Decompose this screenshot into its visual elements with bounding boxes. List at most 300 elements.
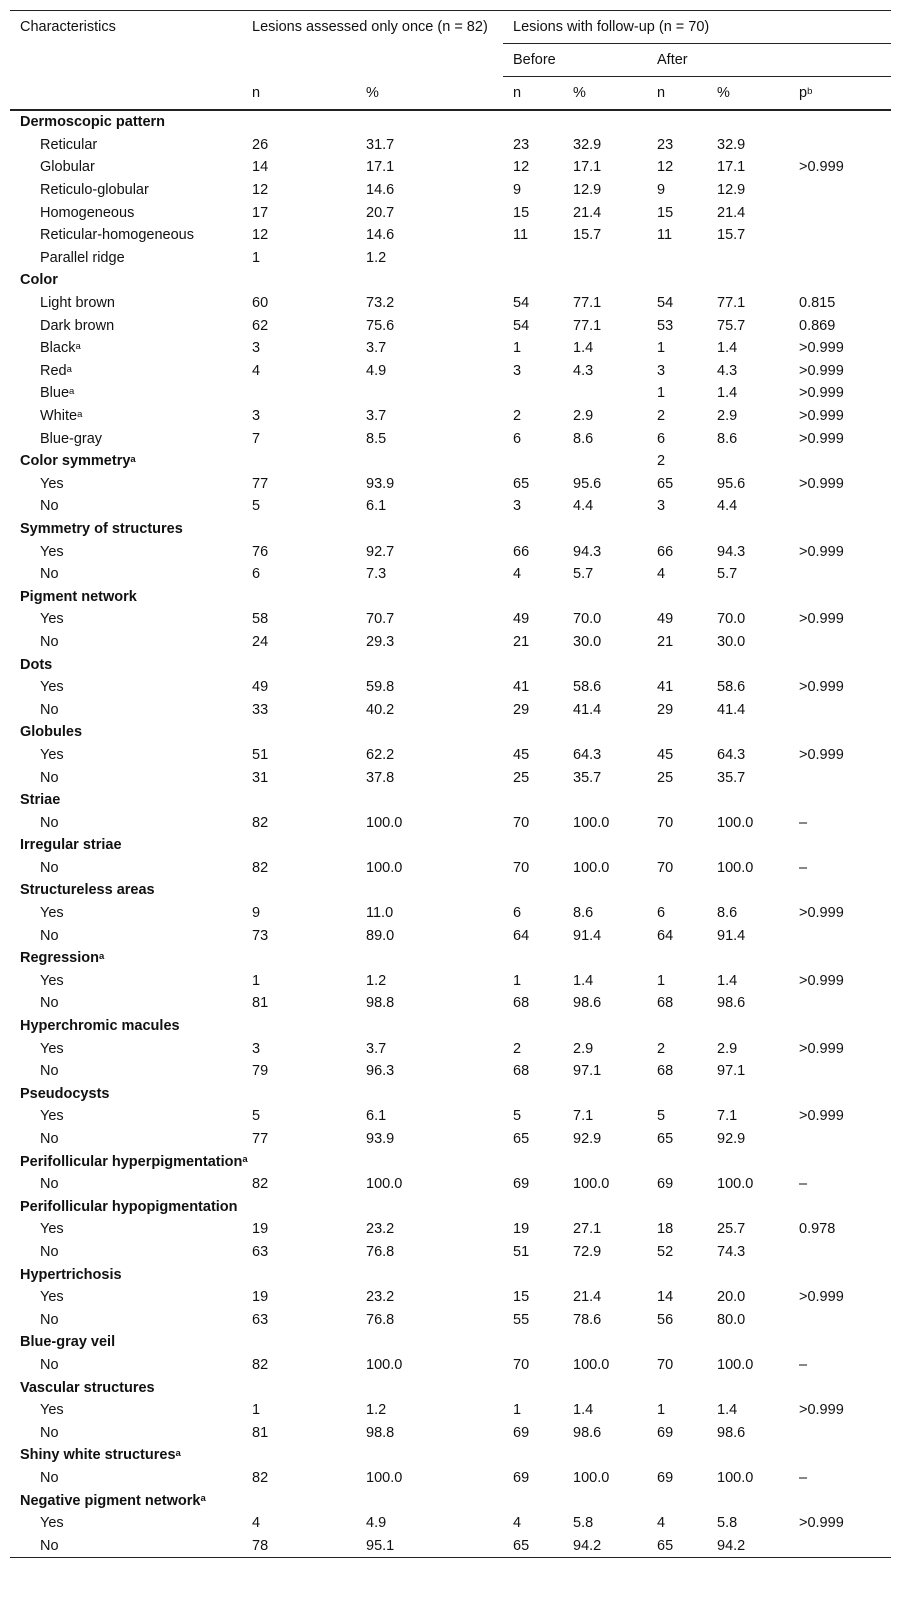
after-pct-cell [707, 1331, 789, 1354]
once-pct-cell: 62.2 [366, 746, 395, 763]
once-pct-cell: 4.9 [366, 362, 387, 379]
before-pct-cell [563, 1444, 647, 1467]
group-label-cell [10, 947, 242, 970]
row-label-cell [10, 1241, 242, 1264]
row-label-cell [10, 156, 242, 179]
table-row [10, 1173, 891, 1196]
after-n-cell [647, 1150, 707, 1173]
p-value-cell: >0.999 [799, 1402, 844, 1419]
row-label-cell [10, 405, 242, 428]
row-label-cell [10, 857, 242, 880]
before-n-cell [503, 879, 563, 902]
after-pct-cell: 94.3 [717, 543, 746, 560]
once-pct-cell: 76.8 [366, 1311, 395, 1328]
once-n-cell: 82 [252, 859, 269, 876]
once-pct-cell: 100.0 [366, 1176, 403, 1193]
table-row [10, 631, 891, 654]
group-label-cell [10, 789, 242, 812]
row-label-cell [10, 1308, 242, 1331]
once-pct-cell: 6.1 [366, 1108, 387, 1125]
after-n-cell [647, 1331, 707, 1354]
after-n-cell: 21 [657, 633, 674, 650]
after-pct-cell: 74.3 [717, 1243, 746, 1260]
table-row [10, 766, 891, 789]
before-n-cell: 15 [513, 204, 530, 221]
once-pct-cell [356, 585, 503, 608]
before-pct-cell: 1.4 [573, 340, 594, 357]
before-pct-cell: 21.4 [573, 1289, 602, 1306]
before-pct-cell: 98.6 [573, 995, 602, 1012]
row-label: No [40, 769, 59, 786]
before-n-cell: 9 [513, 182, 522, 199]
after-pct-cell [707, 1150, 789, 1173]
p-value-cell [789, 1083, 891, 1106]
after-n-cell: 15 [657, 204, 674, 221]
once-pct-cell: 29.3 [366, 633, 395, 650]
after-pct-cell: 1.4 [717, 1402, 738, 1419]
once-n-cell [242, 1331, 356, 1354]
p-value-cell: >0.999 [799, 340, 844, 357]
after-n-cell: 1 [657, 340, 666, 357]
after-pct-cell: 64.3 [717, 746, 746, 763]
footnote-marker: a [77, 408, 83, 420]
row-label-cell [10, 608, 242, 631]
once-n-cell [242, 269, 356, 292]
row-label: Striae [20, 792, 61, 809]
before-pct-cell: 100.0 [573, 1469, 610, 1486]
before-n-cell [503, 1196, 563, 1219]
row-label: Yes [40, 679, 64, 696]
row-label: Pigment network [20, 588, 137, 605]
before-n-cell: 1 [513, 972, 522, 989]
row-label-cell [10, 473, 242, 496]
after-n-cell [647, 1083, 707, 1106]
footnote-marker: a [69, 386, 75, 398]
row-label-cell [10, 224, 242, 247]
after-n-cell [647, 789, 707, 812]
row-label: Reticulo-globular [40, 182, 149, 199]
row-label-cell [10, 811, 242, 834]
row-label: Reticular-homogeneous [40, 227, 194, 244]
once-pct-cell: 14.6 [366, 182, 395, 199]
after-n-cell: 64 [657, 927, 674, 944]
before-pct-cell: 2.9 [573, 1040, 594, 1057]
once-pct-cell [356, 1331, 503, 1354]
table-row [10, 608, 891, 631]
once-pct-cell: 98.8 [366, 995, 395, 1012]
before-n-cell: 54 [513, 317, 530, 334]
after-pct-cell [707, 653, 789, 676]
row-label: Color symmetry [20, 453, 131, 470]
header-p-sup: b [807, 85, 813, 97]
row-label: Parallel ridge [40, 249, 125, 266]
dermoscopy-table [10, 10, 891, 1558]
once-pct-cell: 20.7 [366, 204, 395, 221]
once-pct-cell: 3.7 [366, 1040, 387, 1057]
row-label: Yes [40, 475, 64, 492]
group-label-cell [10, 450, 242, 473]
table-row [10, 1037, 891, 1060]
after-pct-cell: 20.0 [717, 1289, 746, 1306]
table-row [10, 1218, 891, 1241]
after-pct-cell: 75.7 [717, 317, 746, 334]
row-label-cell [10, 1037, 242, 1060]
header-n: n [503, 77, 563, 111]
before-pct-cell: 8.6 [573, 905, 594, 922]
after-pct-cell: 17.1 [717, 159, 746, 176]
table-row [10, 314, 891, 337]
row-label: Yes [40, 972, 64, 989]
once-pct-cell: 4.9 [366, 1515, 387, 1532]
after-n-cell: 29 [657, 701, 674, 718]
after-pct-cell [707, 1263, 789, 1286]
once-n-cell: 19 [252, 1289, 269, 1306]
before-n-cell [503, 1489, 563, 1512]
after-n-cell: 18 [657, 1221, 674, 1238]
table-row [10, 247, 891, 270]
row-label-cell [10, 134, 242, 157]
after-pct-cell: 7.1 [717, 1108, 738, 1125]
once-n-cell: 4 [252, 1515, 261, 1532]
once-n-cell: 24 [252, 633, 269, 650]
after-pct-cell [707, 1376, 789, 1399]
once-n-cell: 17 [252, 204, 269, 221]
table-group-row [10, 1376, 891, 1399]
p-value-cell: >0.999 [799, 159, 844, 176]
row-label-cell [10, 1354, 242, 1377]
after-pct-cell: 15.7 [717, 227, 746, 244]
before-pct-cell: 41.4 [573, 701, 602, 718]
once-pct-cell [356, 1444, 503, 1467]
before-pct-cell: 97.1 [573, 1063, 602, 1080]
footnote-marker: a [130, 453, 136, 465]
before-pct-cell: 1.4 [573, 1402, 594, 1419]
row-label: No [40, 927, 59, 944]
once-pct-cell [356, 269, 503, 292]
row-label-cell [10, 563, 242, 586]
once-pct-cell: 23.2 [366, 1221, 395, 1238]
after-n-cell [647, 879, 707, 902]
row-label-cell [10, 1421, 242, 1444]
before-pct-cell [563, 110, 647, 134]
before-n-cell [503, 518, 563, 541]
group-label-cell [10, 1083, 242, 1106]
p-value-cell: >0.999 [799, 1289, 844, 1306]
before-pct-cell [563, 450, 647, 473]
once-pct-cell: 17.1 [366, 159, 395, 176]
footnote-marker: a [200, 1493, 206, 1505]
after-pct-cell [707, 269, 789, 292]
before-n-cell: 41 [513, 679, 530, 696]
before-pct-cell: 7.1 [573, 1108, 594, 1125]
after-n-cell: 66 [657, 543, 674, 560]
row-label-cell [10, 292, 242, 315]
header-empty [242, 44, 356, 77]
once-n-cell: 79 [252, 1063, 269, 1080]
after-n-cell: 53 [657, 317, 674, 334]
after-pct-cell: 95.6 [717, 475, 746, 492]
p-value-cell [789, 563, 891, 586]
table-group-row [10, 1263, 891, 1286]
table-group-row [10, 1150, 891, 1173]
once-n-cell: 82 [252, 814, 269, 831]
before-pct-cell: 78.6 [573, 1311, 602, 1328]
row-label: Perifollicular hypopigmentation [20, 1198, 238, 1215]
row-label: No [40, 566, 59, 583]
before-pct-cell [563, 518, 647, 541]
before-n-cell: 23 [513, 136, 530, 153]
once-n-cell [242, 1489, 356, 1512]
once-n-cell [242, 721, 356, 744]
p-value-cell [789, 924, 891, 947]
once-n-cell [242, 834, 356, 857]
once-pct-cell: 100.0 [366, 814, 403, 831]
before-n-cell: 65 [513, 1131, 530, 1148]
once-pct-cell: 95.1 [356, 1534, 503, 1557]
table-row [10, 1512, 891, 1535]
group-label-cell [10, 1196, 242, 1219]
row-label-cell [10, 1399, 242, 1422]
before-n-cell: 25 [513, 769, 530, 786]
after-n-cell [647, 247, 707, 270]
after-pct-cell: 5.7 [717, 566, 738, 583]
table-group-row [10, 1489, 891, 1512]
after-pct-cell: 91.4 [717, 927, 746, 944]
table-row [10, 1467, 891, 1490]
once-n-cell: 82 [252, 1176, 269, 1193]
table-row [10, 992, 891, 1015]
group-label-cell [10, 1150, 248, 1173]
table-row [10, 405, 891, 428]
row-label: No [40, 814, 59, 831]
after-pct-cell: 41.4 [717, 701, 746, 718]
once-n-cell: 3 [252, 1040, 261, 1057]
row-label: Regression [20, 950, 99, 967]
before-n-cell [503, 1150, 563, 1173]
before-n-cell: 11 [513, 227, 529, 244]
table-group-row [10, 1331, 891, 1354]
after-n-cell: 6 [657, 430, 666, 447]
before-n-cell: 4 [513, 566, 522, 583]
table-group-row [10, 1015, 891, 1038]
table-row [10, 1241, 891, 1264]
before-pct-cell [563, 721, 647, 744]
after-pct-cell: 2.9 [717, 408, 738, 425]
header-p-label: p [799, 85, 808, 101]
row-label: Shiny white structures [20, 1447, 176, 1464]
p-value-cell [789, 1241, 891, 1264]
row-label: Symmetry of structures [20, 520, 183, 537]
once-pct-cell [356, 450, 503, 473]
table-row [10, 1060, 891, 1083]
table-row [10, 495, 891, 518]
after-n-cell: 12 [657, 159, 674, 176]
before-n-cell: 69 [513, 1424, 530, 1441]
before-n-cell: 45 [513, 746, 530, 763]
after-n-cell: 69 [657, 1469, 674, 1486]
p-value-cell [789, 450, 891, 473]
once-n-cell [242, 653, 356, 676]
once-pct-cell: 92.7 [366, 543, 395, 560]
before-pct-cell [563, 1083, 647, 1106]
p-value-cell: >0.999 [799, 543, 844, 560]
after-n-cell: 9 [657, 182, 666, 199]
p-value-cell: >0.999 [799, 362, 844, 379]
before-n-cell: 65 [503, 1534, 563, 1557]
header-once: Lesions assessed only once (n = 82) [242, 11, 503, 44]
before-pct-cell: 64.3 [573, 746, 602, 763]
once-n-cell: 14 [252, 159, 269, 176]
once-n-cell: 62 [252, 317, 269, 334]
once-pct-cell [356, 110, 503, 134]
p-value-cell [789, 1421, 891, 1444]
before-n-cell: 2 [513, 408, 522, 425]
before-pct-cell: 95.6 [573, 475, 602, 492]
once-pct-cell: 89.0 [366, 927, 395, 944]
group-label-cell [10, 653, 242, 676]
once-pct-cell [356, 879, 503, 902]
row-label: Vascular structures [20, 1379, 155, 1396]
after-n-cell [647, 1489, 707, 1512]
after-n-cell: 65 [657, 475, 674, 492]
once-n-cell: 4 [252, 362, 261, 379]
after-pct-cell: 1.4 [717, 385, 738, 402]
p-value-cell: – [799, 1356, 808, 1373]
p-value-cell: >0.999 [799, 408, 844, 425]
group-label-cell [10, 518, 242, 541]
group-label-cell [10, 585, 242, 608]
row-label-cell [10, 1128, 242, 1151]
before-n-cell [503, 247, 563, 270]
p-value-cell [789, 834, 891, 857]
after-n-cell: 1 [657, 1402, 666, 1419]
after-pct-cell [707, 721, 789, 744]
footnote-marker: a [242, 1154, 248, 1166]
p-value-cell: – [799, 814, 808, 831]
before-n-cell: 49 [513, 611, 530, 628]
once-n-cell: 6 [252, 566, 261, 583]
row-label: White [40, 408, 78, 425]
p-value-cell [789, 879, 891, 902]
header-p [789, 77, 891, 111]
after-n-cell: 69 [657, 1424, 674, 1441]
once-pct-cell: 8.5 [366, 430, 387, 447]
before-n-cell [503, 450, 563, 473]
table-row [10, 1534, 891, 1557]
row-label-cell [10, 201, 242, 224]
p-value-cell [789, 585, 891, 608]
row-label: No [40, 1311, 59, 1328]
before-pct-cell: 4.4 [573, 498, 594, 515]
after-n-cell [647, 1196, 707, 1219]
after-n-cell: 6 [657, 905, 666, 922]
row-label-cell [10, 698, 242, 721]
after-pct-cell: 100.0 [717, 1469, 754, 1486]
once-n-cell: 3 [252, 408, 261, 425]
before-pct-cell [563, 269, 647, 292]
before-pct-cell: 70.0 [573, 611, 602, 628]
once-pct-cell [356, 1376, 503, 1399]
once-pct-cell [356, 1196, 503, 1219]
header-empty [356, 44, 503, 77]
once-pct-cell [356, 947, 503, 970]
row-label: Globular [40, 159, 95, 176]
after-pct-cell [707, 1444, 789, 1467]
p-value-cell [789, 1331, 891, 1354]
p-value-cell [789, 947, 891, 970]
once-pct-cell: 1.2 [366, 1402, 387, 1419]
once-n-cell: 12 [252, 227, 269, 244]
p-value-cell: >0.999 [799, 1515, 844, 1532]
p-value-cell [789, 1308, 891, 1331]
p-value-cell [789, 110, 891, 134]
once-pct-cell: 14.6 [366, 227, 395, 244]
before-pct-cell: 1.4 [573, 972, 594, 989]
after-n-cell: 65 [647, 1534, 707, 1557]
after-n-cell: 3 [657, 498, 666, 515]
group-label-cell [10, 1489, 242, 1512]
before-pct-cell: 4.3 [573, 362, 594, 379]
before-pct-cell [563, 1263, 647, 1286]
table-row [10, 156, 891, 179]
table-row [10, 179, 891, 202]
before-n-cell: 54 [513, 295, 530, 312]
row-label: Dots [20, 656, 53, 673]
after-pct-cell: 98.6 [717, 1424, 746, 1441]
once-pct-cell: 96.3 [366, 1063, 395, 1080]
header-before: Before [503, 44, 647, 77]
row-label-cell [10, 1467, 242, 1490]
before-n-cell: 70 [513, 859, 530, 876]
before-pct-cell [563, 247, 647, 270]
after-pct-cell: 98.6 [717, 995, 746, 1012]
p-value-cell [789, 495, 891, 518]
row-label: No [40, 498, 59, 515]
before-n-cell [503, 1263, 563, 1286]
before-pct-cell: 17.1 [573, 159, 602, 176]
header-empty [10, 77, 242, 111]
group-label-cell [10, 110, 242, 134]
after-n-cell [647, 1015, 707, 1038]
after-pct-cell: 4.3 [717, 362, 738, 379]
before-n-cell: 5 [513, 1108, 522, 1125]
p-value-cell [789, 1376, 891, 1399]
row-label: Yes [40, 1515, 64, 1532]
row-label: No [40, 1356, 59, 1373]
header-empty [10, 44, 242, 77]
table-row [10, 857, 891, 880]
row-label-cell [10, 631, 242, 654]
before-pct-cell [563, 879, 647, 902]
once-n-cell: 1 [252, 249, 261, 266]
header-pct: % [707, 77, 789, 111]
before-pct-cell [563, 789, 647, 812]
p-value-cell [789, 1263, 891, 1286]
after-n-cell: 54 [657, 295, 674, 312]
group-label-cell [10, 834, 242, 857]
once-pct-cell [356, 721, 503, 744]
p-value-cell: 0.869 [799, 317, 836, 334]
p-value-cell: >0.999 [799, 679, 844, 696]
once-n-cell: 81 [252, 1424, 269, 1441]
after-pct-cell: 100.0 [717, 859, 754, 876]
group-label-cell [10, 721, 242, 744]
p-value-cell [789, 1060, 891, 1083]
row-label-cell [10, 1534, 242, 1557]
before-pct-cell: 100.0 [573, 859, 610, 876]
table-group-row [10, 789, 891, 812]
after-n-cell: 4 [657, 566, 666, 583]
